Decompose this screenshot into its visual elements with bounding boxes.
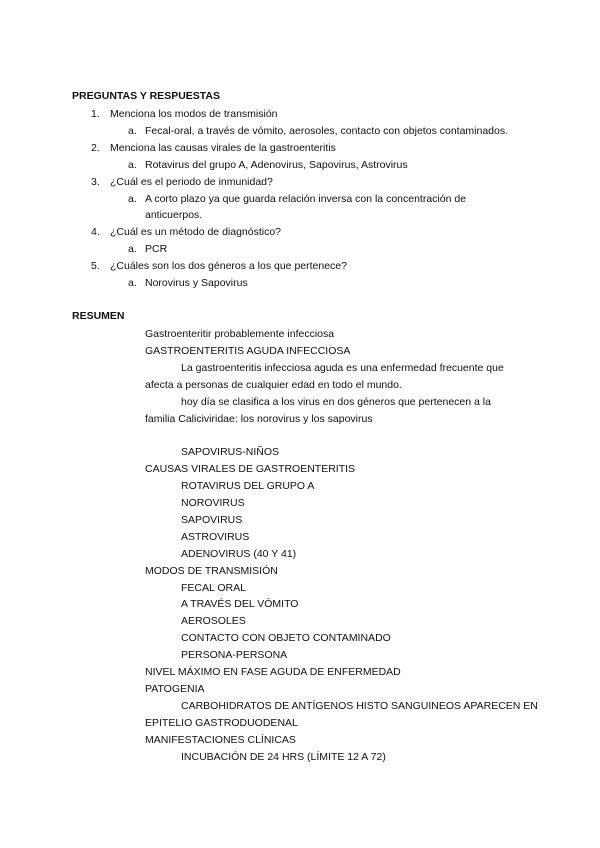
resumen-line: SAPOVIRUS [181, 513, 243, 526]
answer-text: Rotavirus del grupo A, Adenovirus, Sapovirus, Astrovirus [145, 158, 408, 171]
resumen-line: CARBOHIDRATOS DE ANTÍGENOS HISTO SANGUINEOS APARECEN EN [181, 699, 538, 712]
resumen-line: familia Caliciviridae: los norovirus y los sapovirus [145, 412, 373, 425]
resumen-heading: RESUMEN [72, 310, 125, 322]
answer-marker: a. [128, 192, 137, 205]
resumen-line: AEROSOLES [181, 615, 246, 628]
resumen-line: Gastroenteritir probablemente infecciosa [145, 328, 335, 340]
question-text: ¿Cuál es el periodo de inmunidad? [110, 175, 273, 188]
resumen-line: SAPOVIRUS-NIÑOS [181, 446, 280, 459]
answer-text: A corto plazo ya que guarda relación inversa con la concentración de [145, 192, 467, 205]
answer-text: Norovirus y Sapovirus [145, 277, 248, 289]
resumen-line: ADENOVIRUS (40 Y 41) [181, 547, 297, 560]
answer-text: PCR [145, 243, 168, 256]
resumen-line: NOROVIRUS [181, 497, 245, 509]
question-number: 2. [91, 141, 100, 154]
resumen-line: afecta a personas de cualquier edad en todo el mundo. [145, 378, 402, 391]
question-number: 3. [91, 175, 100, 188]
resumen-line: hoy día se clasifica a los virus en dos géneros que pertenecen a la [181, 395, 491, 408]
resumen-line: MODOS DE TRANSMISIÓN [145, 564, 278, 577]
resumen-line: PERSONA-PERSONA [181, 649, 288, 662]
answer-marker: a. [128, 124, 137, 137]
resumen-line: GASTROENTERITIS AGUDA INFECCIOSA [145, 344, 351, 357]
qa-heading: PREGUNTAS Y RESPUESTAS [72, 90, 221, 102]
answer-marker: a. [128, 158, 137, 171]
question-text: ¿Cuáles son los dos géneros a los que pertenece? [110, 260, 347, 273]
resumen-line: FECAL ORAL [181, 581, 246, 594]
resumen-line: CAUSAS VIRALES DE GASTROENTERITIS [145, 463, 356, 476]
resumen-line: MANIFESTACIONES CLÍNICAS [145, 733, 296, 746]
resumen-line: ASTROVIRUS [181, 530, 250, 543]
question-text: ¿Cuál es un método de diagnóstico? [110, 226, 282, 239]
resumen-line: EPITELIO GASTRODUODENAL [145, 716, 298, 729]
resumen-line: CONTACTO CON OBJETO CONTAMINADO [181, 632, 391, 645]
question-text: Menciona las causas virales de la gastroenteritis [110, 141, 336, 154]
resumen-line: INCUBACIÓN DE 24 HRS (LÍMITE 12 A 72) [181, 750, 386, 763]
question-number: 1. [91, 108, 100, 120]
question-number: 4. [91, 226, 100, 239]
answer-text: anticuerpos. [145, 209, 203, 222]
question-text: Menciona los modos de transmisión [110, 108, 278, 120]
answer-text: Fecal-oral, a través de vómito, aerosoles, contacto con objetos contaminados. [145, 124, 509, 137]
resumen-line: La gastroenteritis infecciosa aguda es una enfermedad frecuente que [181, 361, 504, 374]
answer-marker: a. [128, 243, 137, 256]
resumen-line: A TRAVÉS DEL VÓMITO [181, 598, 299, 611]
resumen-line: PATOGENIA [145, 682, 205, 695]
question-number: 5. [91, 260, 100, 273]
resumen-line: NIVEL MÁXIMO EN FASE AGUDA DE ENFERMEDAD [145, 666, 401, 678]
answer-marker: a. [128, 277, 137, 289]
resumen-line: ROTAVIRUS DEL GRUPO A [181, 480, 315, 493]
